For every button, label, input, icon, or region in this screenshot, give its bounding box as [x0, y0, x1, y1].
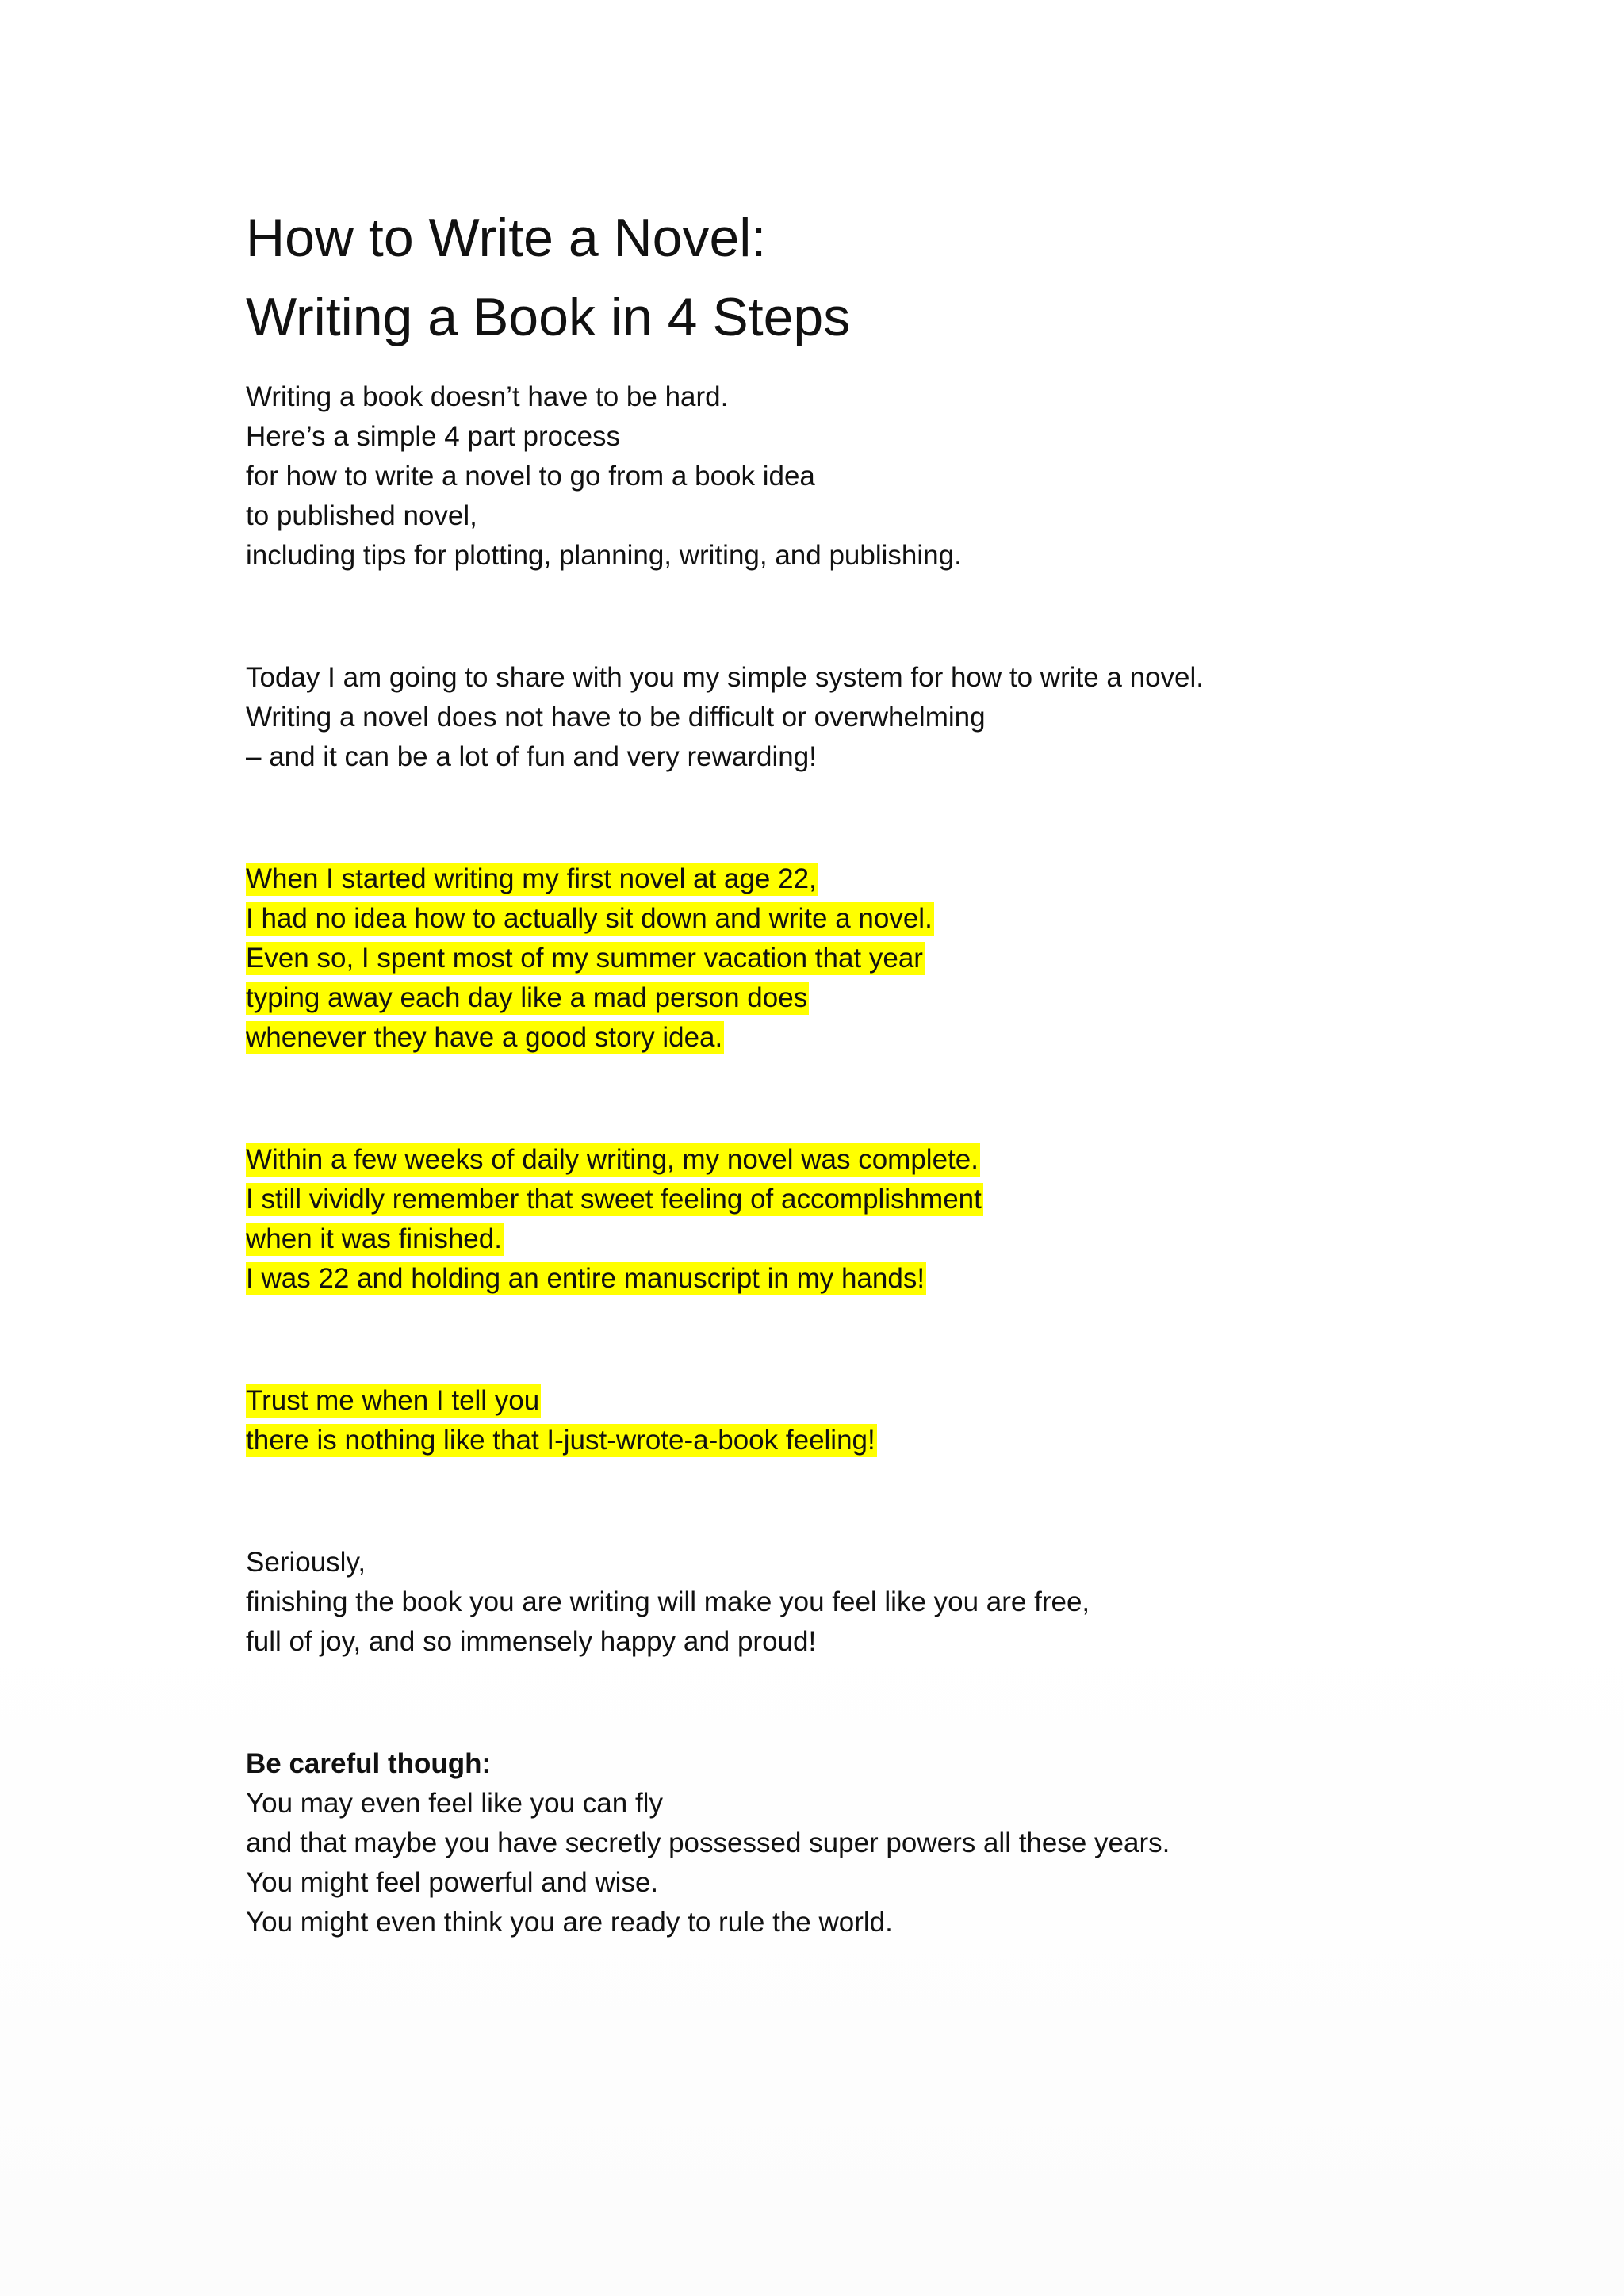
paragraph-line: You might even think you are ready to rule the world.	[246, 1907, 893, 1938]
paragraph-4-highlighted	[246, 1381, 1435, 1460]
paragraph-line: Writing a novel does not have to be difficult or overwhelming	[246, 702, 986, 733]
paragraph-line: Seriously,	[246, 1547, 366, 1578]
highlighted-line	[246, 1381, 1435, 1421]
highlighted-line	[246, 859, 1435, 899]
page-title	[246, 198, 1435, 357]
paragraph-line: and that maybe you have secretly possessed super powers all these years.	[246, 1827, 1170, 1858]
paragraph-line: – and it can be a lot of fun and very rewarding!	[246, 741, 817, 772]
intro-paragraph	[246, 377, 1435, 576]
highlighted-line	[246, 1219, 1435, 1259]
paragraph-line: Today I am going to share with you my simple system for how to write a novel.	[246, 662, 1205, 693]
highlight-text: when it was finished.	[246, 1223, 502, 1254]
paragraph-6	[246, 1744, 1435, 1942]
paragraph-5	[246, 1543, 1435, 1662]
title-line-2: Writing a Book in 4 Steps	[246, 287, 851, 347]
highlight-text: I had no idea how to actually sit down and write a novel.	[246, 903, 933, 934]
paragraph-line: You might feel powerful and wise.	[246, 1867, 659, 1898]
highlight-text: Within a few weeks of daily writing, my novel was complete.	[246, 1144, 979, 1175]
highlight-text: Even so, I spent most of my summer vacation that year	[246, 943, 923, 974]
highlighted-line	[246, 899, 1435, 939]
highlight-text: I still vividly remember that sweet feeling of accomplishment	[246, 1184, 982, 1215]
intro-line: to published novel,	[246, 500, 477, 531]
highlight-text: Trust me when I tell you	[246, 1385, 540, 1416]
document-content	[246, 198, 1435, 1942]
highlighted-line	[246, 1180, 1435, 1219]
paragraph-heading: Be careful though:	[246, 1748, 492, 1779]
paragraph-line: finishing the book you are writing will make you feel like you are free,	[246, 1586, 1090, 1617]
highlighted-line	[246, 1140, 1435, 1180]
intro-line: for how to write a novel to go from a book idea	[246, 461, 815, 492]
highlight-text: there is nothing like that I-just-wrote-a-book feeling!	[246, 1425, 875, 1456]
highlight-text: When I started writing my first novel at age 22,	[246, 863, 817, 894]
highlight-text: typing away each day like a mad person does	[246, 982, 808, 1013]
paragraph-2-highlighted	[246, 859, 1435, 1058]
highlighted-line	[246, 978, 1435, 1018]
highlight-text: whenever they have a good story idea.	[246, 1022, 723, 1053]
title-line-1: How to Write a Novel:	[246, 208, 767, 268]
paragraph-line: You may even feel like you can fly	[246, 1788, 663, 1819]
paragraph-3-highlighted	[246, 1140, 1435, 1299]
intro-line: including tips for plotting, planning, writing, and publishing.	[246, 540, 962, 571]
highlight-text: I was 22 and holding an entire manuscript in my hands!	[246, 1263, 925, 1294]
intro-line: Writing a book doesn’t have to be hard.	[246, 381, 729, 412]
highlighted-line	[246, 1421, 1435, 1460]
paragraph-1	[246, 658, 1435, 777]
highlighted-line	[246, 1018, 1435, 1058]
intro-line: Here’s a simple 4 part process	[246, 421, 621, 452]
paragraph-line: full of joy, and so immensely happy and proud!	[246, 1626, 817, 1657]
highlighted-line	[246, 939, 1435, 978]
highlighted-line	[246, 1259, 1435, 1299]
